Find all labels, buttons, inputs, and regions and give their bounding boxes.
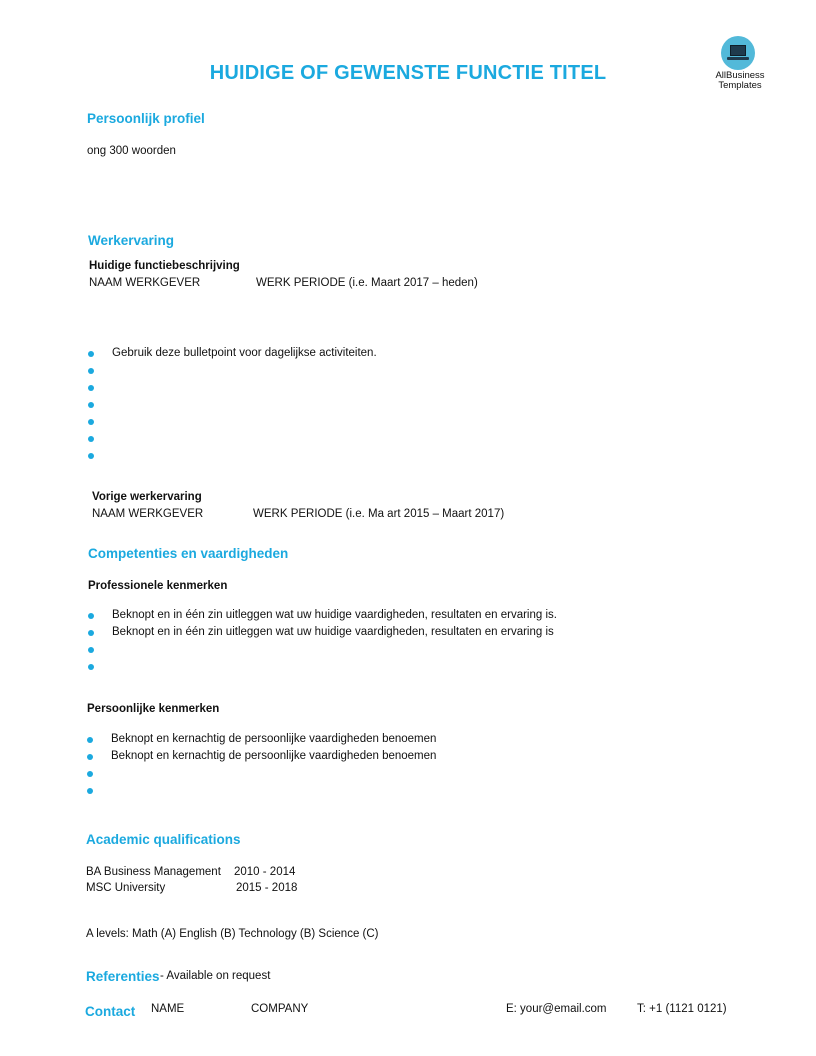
degree-1: BA Business Management: [86, 866, 221, 878]
contact-heading: Contact: [85, 1004, 136, 1019]
logo-text-line2: Templates: [718, 80, 762, 91]
bullet-icon: [88, 613, 94, 619]
personal-subtitle: Persoonlijke kenmerken: [87, 703, 220, 715]
academic-heading: Academic qualifications: [86, 832, 241, 847]
contact-company: COMPANY: [251, 1003, 309, 1015]
current-job-subtitle: Huidige functiebeschrijving: [89, 260, 240, 272]
degree-1-years: 2010 - 2014: [234, 866, 296, 878]
bullet-icon: [88, 647, 94, 653]
contact-phone: T: +1 (1121 0121): [637, 1003, 727, 1015]
profile-heading: Persoonlijk profiel: [87, 111, 205, 126]
bullet-icon: [88, 368, 94, 374]
bullet-icon: [87, 788, 93, 794]
bullet-text: Gebruik deze bulletpoint voor dagelijkse activiteiten.: [112, 347, 377, 359]
previous-employer: NAAM WERKGEVER: [92, 508, 204, 520]
bullet-text: Beknopt en kernachtig de persoonlijke vaardigheden benoemen: [111, 733, 437, 745]
contact-name: NAME: [151, 1003, 185, 1015]
bullet-icon: [88, 351, 94, 357]
bullet-icon: [88, 630, 94, 636]
current-employer: NAAM WERKGEVER: [89, 277, 201, 289]
bullet-icon: [87, 771, 93, 777]
bullet-icon: [88, 419, 94, 425]
previous-job-subtitle: Vorige werkervaring: [92, 491, 202, 503]
experience-heading: Werkervaring: [88, 233, 175, 248]
bullet-icon: [88, 436, 94, 442]
contact-email[interactable]: E: your@email.com: [506, 1003, 607, 1015]
profile-text: ong 300 woorden: [87, 145, 176, 157]
page-title: HUIDIGE OF GEWENSTE FUNCTIE TITEL: [209, 62, 607, 84]
references-heading: Referenties: [86, 969, 160, 984]
previous-period: WERK PERIODE (i.e. Ma art 2015 – Maart 2017): [253, 508, 505, 520]
current-period: WERK PERIODE (i.e. Maart 2017 – heden): [256, 277, 478, 289]
laptop-icon: [730, 45, 746, 56]
bullet-text: Beknopt en in één zin uitleggen wat uw huidige vaardigheden, resultaten en ervaring is: [112, 626, 554, 638]
bullet-icon: [88, 385, 94, 391]
bullet-icon: [87, 754, 93, 760]
bullet-text: Beknopt en in één zin uitleggen wat uw huidige vaardigheden, resultaten en ervaring is.: [112, 609, 557, 621]
bullet-icon: [88, 453, 94, 459]
bullet-icon: [88, 402, 94, 408]
professional-subtitle: Professionele kenmerken: [88, 580, 228, 592]
skills-heading: Competenties en vaardigheden: [88, 546, 289, 561]
laptop-base-icon: [727, 57, 749, 60]
a-levels: A levels: Math (A) English (B) Technology (B) Science (C): [86, 928, 379, 940]
bullet-icon: [88, 664, 94, 670]
references-text: - Available on request: [160, 970, 271, 982]
logo-text-line1: AllBusiness: [715, 70, 765, 81]
bullet-icon: [87, 737, 93, 743]
bullet-text: Beknopt en kernachtig de persoonlijke vaardigheden benoemen: [111, 750, 437, 762]
degree-2-years: 2015 - 2018: [236, 882, 298, 894]
degree-2: MSC University: [86, 882, 166, 894]
